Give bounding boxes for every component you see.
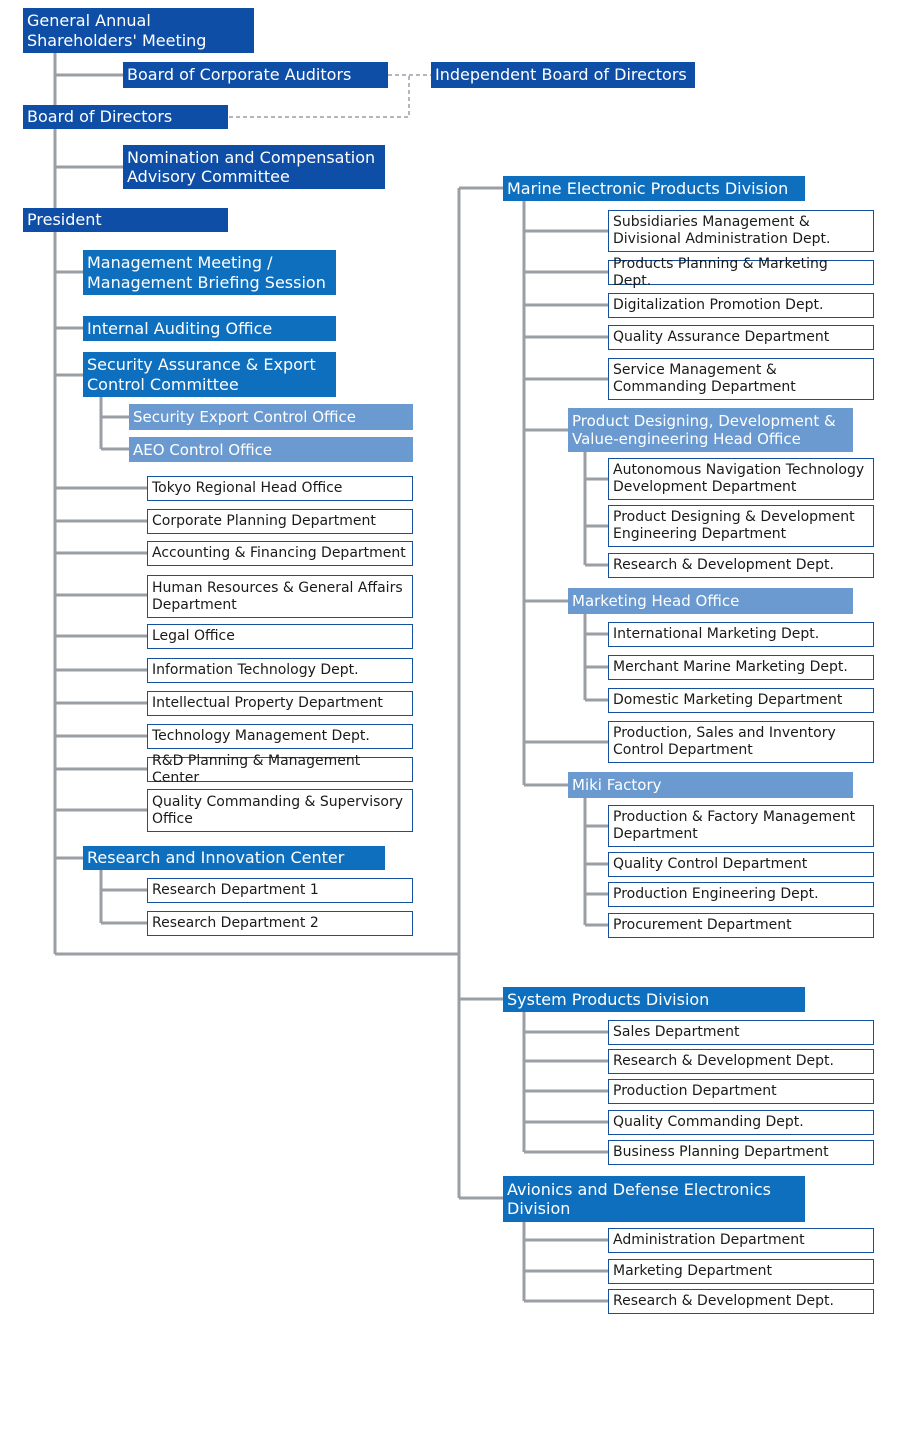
- marine-dept-label: Products Planning & Marketing Dept.: [613, 255, 828, 289]
- production-sales-label: Production, Sales and Inventory Control Department: [613, 725, 836, 758]
- design-dept-label: Autonomous Navigation Technology Development Department: [613, 462, 865, 495]
- system-dept-box: [608, 1049, 874, 1074]
- left-dept-label: Information Technology Dept.: [152, 662, 359, 679]
- security-committee-box: [83, 352, 336, 397]
- nomination-committee-label: Nomination and Compensation Advisory Committee: [127, 147, 376, 186]
- research-center-label: Research and Innovation Center: [87, 848, 345, 868]
- left-dept-label: Tokyo Regional Head Office: [152, 480, 343, 497]
- president-label: President: [27, 210, 102, 230]
- independent-board-box: [431, 62, 695, 88]
- board-of-directors-box: [23, 105, 228, 129]
- security-committee-label: Security Assurance & Export Control Committee: [87, 355, 316, 394]
- marketing-dept-label: Merchant Marine Marketing Dept.: [613, 659, 848, 676]
- marine-dept-box: [608, 358, 874, 400]
- miki-factory-box: [568, 772, 853, 798]
- research-center-box: [83, 846, 385, 870]
- system-division-box: [503, 987, 805, 1012]
- left-dept-label: Intellectual Property Department: [152, 695, 383, 712]
- left-dept-box: [147, 476, 413, 501]
- design-office-label: Product Designing, Development & Value-engineering Head Office: [572, 412, 836, 448]
- left-dept-box: [147, 658, 413, 683]
- left-dept-label: Quality Commanding & Supervisory Office: [152, 793, 403, 827]
- internal-auditing-label: Internal Auditing Office: [87, 318, 273, 338]
- president-box: [23, 208, 228, 232]
- research-dept-box: [147, 911, 413, 936]
- system-dept-box: [608, 1020, 874, 1045]
- miki-dept-label: Procurement Department: [613, 917, 792, 934]
- marketing-dept-box: [608, 655, 874, 680]
- left-dept-label: Human Resources & General Affairs Department: [152, 579, 403, 613]
- system-dept-box: [608, 1110, 874, 1135]
- left-dept-label: Technology Management Dept.: [152, 728, 370, 745]
- left-dept-box: [147, 624, 413, 649]
- miki-dept-box: [608, 805, 874, 847]
- system-dept-label: Sales Department: [613, 1024, 740, 1041]
- management-meeting-box: [83, 250, 336, 295]
- system-dept-box: [608, 1079, 874, 1104]
- shareholders-meeting-box: [23, 8, 254, 53]
- design-dept-box: [608, 553, 874, 578]
- marine-division-box: [503, 176, 805, 201]
- miki-dept-box: [608, 882, 874, 907]
- system-dept-box: [608, 1140, 874, 1165]
- design-dept-label: Research & Development Dept.: [613, 557, 834, 574]
- design-dept-box: [608, 458, 874, 500]
- left-dept-label: Corporate Planning Department: [152, 513, 376, 530]
- marine-dept-box: [608, 210, 874, 252]
- marketing-dept-label: International Marketing Dept.: [613, 626, 820, 643]
- left-dept-box: [147, 724, 413, 749]
- miki-dept-label: Quality Control Department: [613, 856, 808, 873]
- marine-dept-label: Digitalization Promotion Dept.: [613, 297, 824, 314]
- research-dept-label: Research Department 2: [152, 915, 319, 932]
- system-dept-label: Quality Commanding Dept.: [613, 1114, 804, 1131]
- independent-board-label: Independent Board of Directors: [435, 65, 687, 85]
- marine-dept-box: [608, 293, 874, 318]
- research-dept-box: [147, 878, 413, 903]
- corporate-auditors-box: [123, 62, 388, 88]
- shareholders-meeting-label: General Annual Shareholders' Meeting: [27, 11, 207, 50]
- marine-dept-box: [608, 255, 874, 289]
- marketing-office-box: [568, 588, 853, 614]
- system-dept-label: Research & Development Dept.: [613, 1053, 834, 1070]
- marine-dept-box: [608, 325, 874, 350]
- left-dept-box: [147, 789, 413, 832]
- design-office-box: [568, 408, 853, 452]
- avionics-division-box: [503, 1176, 805, 1222]
- marine-dept-label: Quality Assurance Department: [613, 329, 830, 346]
- avionics-dept-box: [608, 1259, 874, 1284]
- avionics-division-label: Avionics and Defense Electronics Division: [507, 1179, 771, 1218]
- marketing-office-label: Marketing Head Office: [572, 592, 740, 610]
- marine-dept-label: Subsidiaries Management & Divisional Administration Dept.: [613, 214, 831, 247]
- left-dept-label: R&D Planning & Management Center: [152, 752, 361, 786]
- left-dept-box: [147, 509, 413, 534]
- nomination-committee-box: [123, 145, 385, 189]
- research-dept-label: Research Department 1: [152, 882, 319, 899]
- marketing-dept-box: [608, 622, 874, 647]
- marine-dept-label: Service Management & Commanding Department: [613, 362, 796, 395]
- left-dept-label: Legal Office: [152, 628, 235, 645]
- left-dept-box: [147, 691, 413, 716]
- system-dept-label: Business Planning Department: [613, 1144, 829, 1161]
- system-dept-label: Production Department: [613, 1083, 777, 1100]
- board-of-directors-label: Board of Directors: [27, 107, 173, 127]
- avionics-dept-label: Research & Development Dept.: [613, 1293, 834, 1310]
- marine-division-label: Marine Electronic Products Division: [507, 178, 789, 198]
- marketing-dept-label: Domestic Marketing Department: [613, 692, 843, 709]
- left-dept-box: [147, 752, 413, 786]
- security-export-office-label: Security Export Control Office: [133, 408, 357, 426]
- left-dept-label: Accounting & Financing Department: [152, 545, 406, 562]
- aeo-office-label: AEO Control Office: [133, 440, 273, 459]
- avionics-dept-box: [608, 1289, 874, 1314]
- internal-auditing-box: [83, 316, 336, 341]
- miki-factory-label: Miki Factory: [572, 776, 662, 794]
- design-dept-label: Product Designing & Development Engineering Department: [613, 509, 855, 542]
- production-sales-box: [608, 721, 874, 763]
- avionics-dept-label: Administration Department: [613, 1232, 805, 1249]
- miki-dept-label: Production & Factory Management Department: [613, 809, 856, 842]
- design-dept-box: [608, 505, 874, 547]
- miki-dept-label: Production Engineering Dept.: [613, 886, 819, 903]
- left-dept-box: [147, 575, 413, 618]
- security-export-office-box: [129, 404, 413, 430]
- avionics-dept-box: [608, 1228, 874, 1253]
- miki-dept-box: [608, 852, 874, 877]
- aeo-office-box: [129, 437, 413, 462]
- marketing-dept-box: [608, 688, 874, 713]
- system-division-label: System Products Division: [507, 989, 710, 1009]
- management-meeting-label: Management Meeting / Management Briefing Session: [87, 253, 326, 292]
- miki-dept-box: [608, 913, 874, 938]
- left-dept-box: [147, 541, 413, 566]
- avionics-dept-label: Marketing Department: [613, 1263, 772, 1280]
- corporate-auditors-label: Board of Corporate Auditors: [127, 65, 352, 85]
